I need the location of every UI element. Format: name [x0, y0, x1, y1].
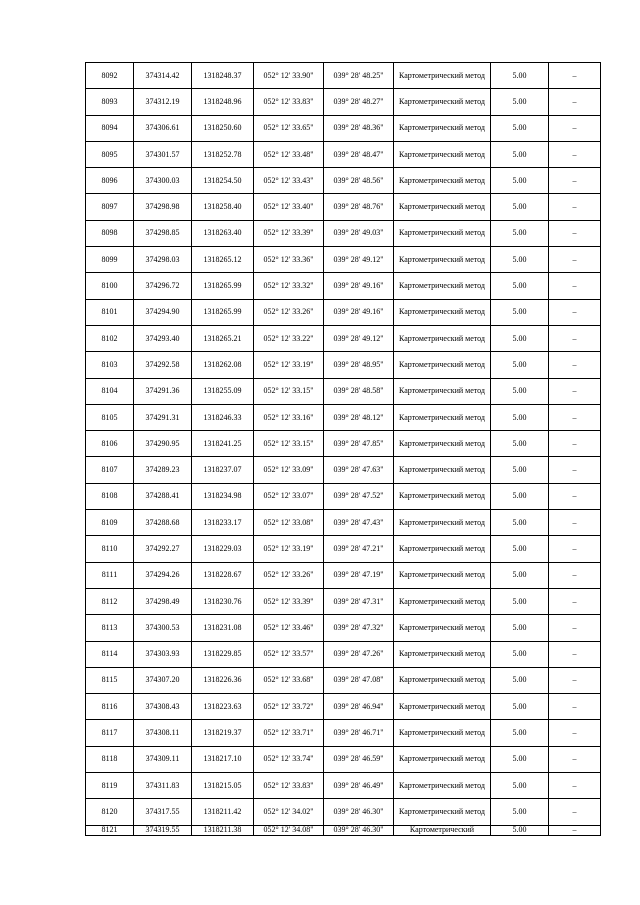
y-coordinate-cell: 1318263.40 — [192, 220, 254, 246]
accuracy-cell: 5.00 — [491, 641, 549, 667]
y-coordinate-cell: 1318211.42 — [192, 799, 254, 825]
note-cell: – — [549, 63, 601, 89]
method-cell: Картометрический метод — [394, 536, 491, 562]
latitude-cell: 052° 12' 33.39" — [254, 588, 324, 614]
point-number-cell: 8109 — [86, 510, 134, 536]
table-row — [86, 89, 601, 115]
x-coordinate-cell: 374292.58 — [134, 352, 192, 378]
accuracy-cell: 5.00 — [491, 273, 549, 299]
x-coordinate-cell: 374296.72 — [134, 273, 192, 299]
note-cell: – — [549, 247, 601, 273]
longitude-cell: 039° 28' 48.56" — [324, 168, 394, 194]
table-body — [86, 63, 601, 836]
note-cell: – — [549, 273, 601, 299]
longitude-cell: 039° 28' 49.16" — [324, 299, 394, 325]
method-cell: Картометрический метод — [394, 773, 491, 799]
longitude-cell: 039° 28' 48.27" — [324, 89, 394, 115]
method-cell: Картометрический метод — [394, 483, 491, 509]
longitude-cell: 039° 28' 46.94" — [324, 694, 394, 720]
note-cell: – — [549, 378, 601, 404]
note-cell: – — [549, 588, 601, 614]
point-number-cell: 8110 — [86, 536, 134, 562]
point-number-cell: 8106 — [86, 431, 134, 457]
latitude-cell: 052° 12' 33.08" — [254, 510, 324, 536]
longitude-cell: 039° 28' 47.43" — [324, 510, 394, 536]
latitude-cell: 052° 12' 33.16" — [254, 404, 324, 430]
y-coordinate-cell: 1318252.78 — [192, 141, 254, 167]
accuracy-cell: 5.00 — [491, 89, 549, 115]
note-cell: – — [549, 667, 601, 693]
table-row — [86, 667, 601, 693]
longitude-cell: 039° 28' 47.63" — [324, 457, 394, 483]
table-row — [86, 615, 601, 641]
longitude-cell: 039° 28' 48.76" — [324, 194, 394, 220]
point-number-cell: 8115 — [86, 667, 134, 693]
table-row — [86, 588, 601, 614]
x-coordinate-cell: 374293.40 — [134, 325, 192, 351]
x-coordinate-cell: 374307.20 — [134, 667, 192, 693]
latitude-cell: 052° 12' 33.19" — [254, 536, 324, 562]
x-coordinate-cell: 374306.61 — [134, 115, 192, 141]
method-cell: Картометрический метод — [394, 247, 491, 273]
table-row — [86, 773, 601, 799]
longitude-cell: 039° 28' 48.95" — [324, 352, 394, 378]
table-row — [86, 273, 601, 299]
x-coordinate-cell: 374308.43 — [134, 694, 192, 720]
y-coordinate-cell: 1318250.60 — [192, 115, 254, 141]
note-cell: – — [549, 457, 601, 483]
y-coordinate-cell: 1318230.76 — [192, 588, 254, 614]
x-coordinate-cell: 374298.85 — [134, 220, 192, 246]
table-row — [86, 641, 601, 667]
longitude-cell: 039° 28' 47.32" — [324, 615, 394, 641]
x-coordinate-cell: 374309.11 — [134, 746, 192, 772]
y-coordinate-cell: 1318229.03 — [192, 536, 254, 562]
accuracy-cell: 5.00 — [491, 299, 549, 325]
y-coordinate-cell: 1318248.37 — [192, 63, 254, 89]
table-row — [86, 352, 601, 378]
x-coordinate-cell: 374311.83 — [134, 773, 192, 799]
latitude-cell: 052° 12' 33.74" — [254, 746, 324, 772]
latitude-cell: 052° 12' 33.68" — [254, 667, 324, 693]
latitude-cell: 052° 12' 33.07" — [254, 483, 324, 509]
x-coordinate-cell: 374290.95 — [134, 431, 192, 457]
method-cell: Картометрический метод — [394, 273, 491, 299]
table-row — [86, 194, 601, 220]
x-coordinate-cell: 374301.57 — [134, 141, 192, 167]
point-number-cell: 8116 — [86, 694, 134, 720]
x-coordinate-cell: 374288.41 — [134, 483, 192, 509]
table-row — [86, 457, 601, 483]
y-coordinate-cell: 1318217.10 — [192, 746, 254, 772]
point-number-cell: 8093 — [86, 89, 134, 115]
note-cell: – — [549, 168, 601, 194]
accuracy-cell: 5.00 — [491, 483, 549, 509]
y-coordinate-cell: 1318265.99 — [192, 273, 254, 299]
note-cell: – — [549, 746, 601, 772]
method-cell: Картометрический метод — [394, 141, 491, 167]
accuracy-cell: 5.00 — [491, 325, 549, 351]
point-number-cell: 8104 — [86, 378, 134, 404]
longitude-cell: 039° 28' 46.59" — [324, 746, 394, 772]
x-coordinate-cell: 374288.68 — [134, 510, 192, 536]
method-cell: Картометрический метод — [394, 720, 491, 746]
longitude-cell: 039° 28' 48.12" — [324, 404, 394, 430]
latitude-cell: 052° 12' 33.19" — [254, 352, 324, 378]
y-coordinate-cell: 1318255.09 — [192, 378, 254, 404]
accuracy-cell: 5.00 — [491, 562, 549, 588]
y-coordinate-cell: 1318265.99 — [192, 299, 254, 325]
longitude-cell: 039° 28' 48.36" — [324, 115, 394, 141]
latitude-cell: 052° 12' 33.90" — [254, 63, 324, 89]
latitude-cell: 052° 12' 33.40" — [254, 194, 324, 220]
accuracy-cell: 5.00 — [491, 536, 549, 562]
longitude-cell: 039° 28' 48.58" — [324, 378, 394, 404]
table-row — [86, 510, 601, 536]
accuracy-cell: 5.00 — [491, 667, 549, 693]
y-coordinate-cell: 1318241.25 — [192, 431, 254, 457]
longitude-cell: 039° 28' 47.52" — [324, 483, 394, 509]
note-cell: – — [549, 325, 601, 351]
table-row — [86, 63, 601, 89]
method-cell: Картометрический метод — [394, 641, 491, 667]
accuracy-cell: 5.00 — [491, 168, 549, 194]
latitude-cell: 052° 12' 33.83" — [254, 89, 324, 115]
table-row — [86, 431, 601, 457]
note-cell: – — [549, 115, 601, 141]
accuracy-cell: 5.00 — [491, 588, 549, 614]
latitude-cell: 052° 12' 33.39" — [254, 220, 324, 246]
table-row — [86, 536, 601, 562]
method-cell: Картометрический метод — [394, 457, 491, 483]
note-cell: – — [549, 89, 601, 115]
latitude-cell: 052° 12' 33.26" — [254, 299, 324, 325]
table-row — [86, 325, 601, 351]
note-cell: – — [549, 615, 601, 641]
point-number-cell: 8111 — [86, 562, 134, 588]
point-number-cell: 8095 — [86, 141, 134, 167]
longitude-cell: 039° 28' 46.71" — [324, 720, 394, 746]
method-cell: Картометрический метод — [394, 588, 491, 614]
latitude-cell: 052° 12' 33.32" — [254, 273, 324, 299]
latitude-cell: 052° 12' 33.48" — [254, 141, 324, 167]
accuracy-cell: 5.00 — [491, 378, 549, 404]
latitude-cell: 052° 12' 33.15" — [254, 431, 324, 457]
longitude-cell: 039° 28' 46.49" — [324, 773, 394, 799]
note-cell: – — [549, 352, 601, 378]
accuracy-cell: 5.00 — [491, 115, 549, 141]
note-cell: – — [549, 562, 601, 588]
longitude-cell: 039° 28' 49.12" — [324, 325, 394, 351]
latitude-cell: 052° 12' 33.15" — [254, 378, 324, 404]
x-coordinate-cell: 374312.19 — [134, 89, 192, 115]
longitude-cell: 039° 28' 46.30" — [324, 825, 394, 835]
x-coordinate-cell: 374300.03 — [134, 168, 192, 194]
point-number-cell: 8113 — [86, 615, 134, 641]
longitude-cell: 039° 28' 48.25" — [324, 63, 394, 89]
longitude-cell: 039° 28' 47.21" — [324, 536, 394, 562]
note-cell: – — [549, 194, 601, 220]
x-coordinate-cell: 374294.26 — [134, 562, 192, 588]
longitude-cell: 039° 28' 49.12" — [324, 247, 394, 273]
point-number-cell: 8117 — [86, 720, 134, 746]
method-cell: Картометрический метод — [394, 220, 491, 246]
longitude-cell: 039° 28' 49.16" — [324, 273, 394, 299]
note-cell: – — [549, 141, 601, 167]
table-row — [86, 825, 601, 835]
point-number-cell: 8097 — [86, 194, 134, 220]
point-number-cell: 8105 — [86, 404, 134, 430]
x-coordinate-cell: 374298.03 — [134, 247, 192, 273]
x-coordinate-cell: 374317.55 — [134, 799, 192, 825]
x-coordinate-cell: 374294.90 — [134, 299, 192, 325]
y-coordinate-cell: 1318233.17 — [192, 510, 254, 536]
point-number-cell: 8100 — [86, 273, 134, 299]
latitude-cell: 052° 12' 33.26" — [254, 562, 324, 588]
accuracy-cell: 5.00 — [491, 141, 549, 167]
point-number-cell: 8101 — [86, 299, 134, 325]
x-coordinate-cell: 374298.49 — [134, 588, 192, 614]
x-coordinate-cell: 374291.31 — [134, 404, 192, 430]
point-number-cell: 8103 — [86, 352, 134, 378]
longitude-cell: 039° 28' 47.85" — [324, 431, 394, 457]
note-cell: – — [549, 825, 601, 835]
method-cell: Картометрический метод — [394, 168, 491, 194]
latitude-cell: 052° 12' 33.71" — [254, 720, 324, 746]
point-number-cell: 8108 — [86, 483, 134, 509]
note-cell: – — [549, 536, 601, 562]
latitude-cell: 052° 12' 33.83" — [254, 773, 324, 799]
point-number-cell: 8107 — [86, 457, 134, 483]
note-cell: – — [549, 773, 601, 799]
table-row — [86, 247, 601, 273]
accuracy-cell: 5.00 — [491, 352, 549, 378]
accuracy-cell: 5.00 — [491, 194, 549, 220]
method-cell: Картометрический метод — [394, 510, 491, 536]
point-number-cell: 8119 — [86, 773, 134, 799]
point-number-cell: 8114 — [86, 641, 134, 667]
method-cell: Картометрический метод — [394, 325, 491, 351]
table-row — [86, 483, 601, 509]
accuracy-cell: 5.00 — [491, 694, 549, 720]
method-cell: Картометрический метод — [394, 667, 491, 693]
longitude-cell: 039° 28' 47.19" — [324, 562, 394, 588]
note-cell: – — [549, 720, 601, 746]
accuracy-cell: 5.00 — [491, 247, 549, 273]
y-coordinate-cell: 1318231.08 — [192, 615, 254, 641]
y-coordinate-cell: 1318254.50 — [192, 168, 254, 194]
note-cell: – — [549, 431, 601, 457]
latitude-cell: 052° 12' 33.57" — [254, 641, 324, 667]
x-coordinate-cell: 374314.42 — [134, 63, 192, 89]
method-cell: Картометрический метод — [394, 63, 491, 89]
accuracy-cell: 5.00 — [491, 404, 549, 430]
method-cell: Картометрический — [394, 825, 491, 835]
y-coordinate-cell: 1318223.63 — [192, 694, 254, 720]
y-coordinate-cell: 1318234.98 — [192, 483, 254, 509]
point-number-cell: 8094 — [86, 115, 134, 141]
y-coordinate-cell: 1318248.96 — [192, 89, 254, 115]
longitude-cell: 039° 28' 47.31" — [324, 588, 394, 614]
method-cell: Картометрический метод — [394, 404, 491, 430]
table-row — [86, 141, 601, 167]
latitude-cell: 052° 12' 33.22" — [254, 325, 324, 351]
y-coordinate-cell: 1318229.85 — [192, 641, 254, 667]
method-cell: Картометрический метод — [394, 562, 491, 588]
coordinates-table — [85, 62, 601, 836]
accuracy-cell: 5.00 — [491, 799, 549, 825]
accuracy-cell: 5.00 — [491, 825, 549, 835]
accuracy-cell: 5.00 — [491, 510, 549, 536]
point-number-cell: 8121 — [86, 825, 134, 835]
y-coordinate-cell: 1318265.21 — [192, 325, 254, 351]
table-row — [86, 404, 601, 430]
point-number-cell: 8112 — [86, 588, 134, 614]
accuracy-cell: 5.00 — [491, 457, 549, 483]
latitude-cell: 052° 12' 33.36" — [254, 247, 324, 273]
x-coordinate-cell: 374308.11 — [134, 720, 192, 746]
method-cell: Картометрический метод — [394, 378, 491, 404]
x-coordinate-cell: 374303.93 — [134, 641, 192, 667]
accuracy-cell: 5.00 — [491, 615, 549, 641]
accuracy-cell: 5.00 — [491, 63, 549, 89]
note-cell: – — [549, 483, 601, 509]
y-coordinate-cell: 1318237.07 — [192, 457, 254, 483]
table-row — [86, 799, 601, 825]
note-cell: – — [549, 299, 601, 325]
y-coordinate-cell: 1318265.12 — [192, 247, 254, 273]
method-cell: Картометрический метод — [394, 352, 491, 378]
table-row — [86, 720, 601, 746]
point-number-cell: 8120 — [86, 799, 134, 825]
point-number-cell: 8098 — [86, 220, 134, 246]
table-row — [86, 694, 601, 720]
method-cell: Картометрический метод — [394, 694, 491, 720]
y-coordinate-cell: 1318215.05 — [192, 773, 254, 799]
table-row — [86, 168, 601, 194]
y-coordinate-cell: 1318258.40 — [192, 194, 254, 220]
latitude-cell: 052° 12' 33.72" — [254, 694, 324, 720]
table-row — [86, 378, 601, 404]
latitude-cell: 052° 12' 33.09" — [254, 457, 324, 483]
accuracy-cell: 5.00 — [491, 220, 549, 246]
x-coordinate-cell: 374291.36 — [134, 378, 192, 404]
table-row — [86, 115, 601, 141]
note-cell: – — [549, 694, 601, 720]
table-row — [86, 562, 601, 588]
latitude-cell: 052° 12' 33.46" — [254, 615, 324, 641]
x-coordinate-cell: 374319.55 — [134, 825, 192, 835]
method-cell: Картометрический метод — [394, 615, 491, 641]
x-coordinate-cell: 374298.98 — [134, 194, 192, 220]
longitude-cell: 039° 28' 47.08" — [324, 667, 394, 693]
method-cell: Картометрический метод — [394, 115, 491, 141]
method-cell: Картометрический метод — [394, 799, 491, 825]
note-cell: – — [549, 641, 601, 667]
longitude-cell: 039° 28' 49.03" — [324, 220, 394, 246]
table-row — [86, 220, 601, 246]
point-number-cell: 8118 — [86, 746, 134, 772]
x-coordinate-cell: 374292.27 — [134, 536, 192, 562]
point-number-cell: 8092 — [86, 63, 134, 89]
accuracy-cell: 5.00 — [491, 773, 549, 799]
x-coordinate-cell: 374300.53 — [134, 615, 192, 641]
accuracy-cell: 5.00 — [491, 431, 549, 457]
table-row — [86, 746, 601, 772]
note-cell: – — [549, 404, 601, 430]
accuracy-cell: 5.00 — [491, 746, 549, 772]
note-cell: – — [549, 220, 601, 246]
method-cell: Картометрический метод — [394, 89, 491, 115]
table-row — [86, 299, 601, 325]
method-cell: Картометрический метод — [394, 746, 491, 772]
y-coordinate-cell: 1318219.37 — [192, 720, 254, 746]
method-cell: Картометрический метод — [394, 299, 491, 325]
accuracy-cell: 5.00 — [491, 720, 549, 746]
latitude-cell: 052° 12' 34.08" — [254, 825, 324, 835]
latitude-cell: 052° 12' 34.02" — [254, 799, 324, 825]
longitude-cell: 039° 28' 46.30" — [324, 799, 394, 825]
note-cell: – — [549, 799, 601, 825]
latitude-cell: 052° 12' 33.65" — [254, 115, 324, 141]
y-coordinate-cell: 1318211.38 — [192, 825, 254, 835]
point-number-cell: 8099 — [86, 247, 134, 273]
y-coordinate-cell: 1318226.36 — [192, 667, 254, 693]
method-cell: Картометрический метод — [394, 194, 491, 220]
longitude-cell: 039° 28' 48.47" — [324, 141, 394, 167]
latitude-cell: 052° 12' 33.43" — [254, 168, 324, 194]
x-coordinate-cell: 374289.23 — [134, 457, 192, 483]
y-coordinate-cell: 1318228.67 — [192, 562, 254, 588]
y-coordinate-cell: 1318246.33 — [192, 404, 254, 430]
y-coordinate-cell: 1318262.08 — [192, 352, 254, 378]
longitude-cell: 039° 28' 47.26" — [324, 641, 394, 667]
method-cell: Картометрический метод — [394, 431, 491, 457]
point-number-cell: 8102 — [86, 325, 134, 351]
point-number-cell: 8096 — [86, 168, 134, 194]
note-cell: – — [549, 510, 601, 536]
